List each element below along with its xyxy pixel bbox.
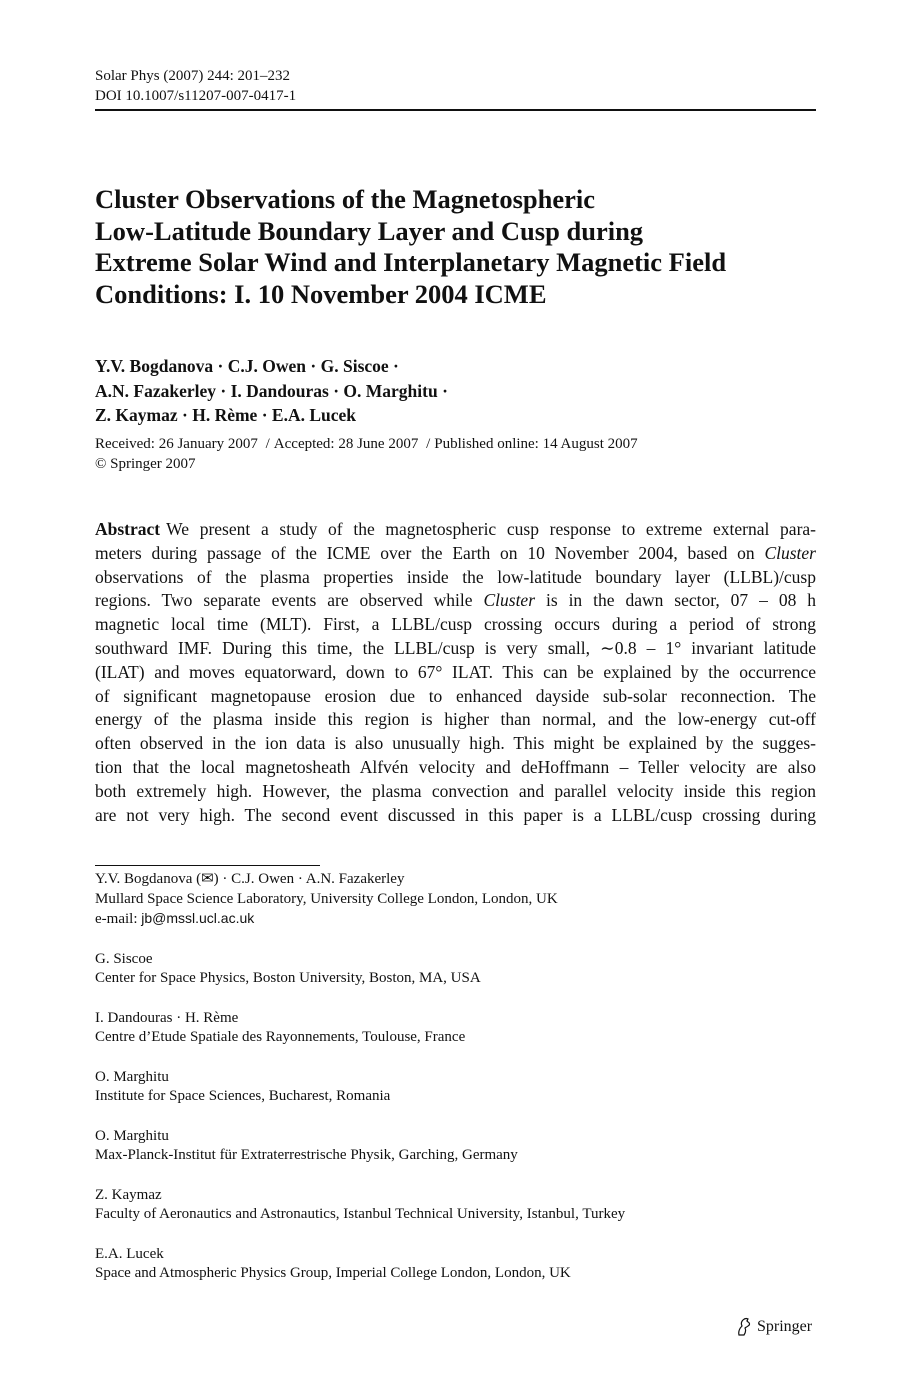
abstract-line: both extremely high. However, the plasma convection and parallel velocity inside this region bbox=[95, 780, 816, 801]
email-link[interactable]: jb@mssl.ucl.ac.uk bbox=[141, 910, 255, 926]
abstract-line: regions. Two separate events are observed while Cluster is in the dawn sector, 07 – 08 h bbox=[95, 590, 816, 611]
title-line: Extreme Solar Wind and Interplanetary Magnetic Field bbox=[95, 247, 727, 278]
affiliation-names: E.A. Lucek bbox=[95, 1245, 164, 1262]
springer-horse-icon bbox=[735, 1317, 753, 1337]
date-separator: / bbox=[265, 436, 270, 452]
abstract-line: energy of the plasma inside this region is higher than normal, and the low-energy cut-off bbox=[95, 709, 816, 730]
abstract-line: Abstract We present a study of the magnetospheric cusp response to extreme external para- bbox=[95, 519, 816, 539]
affiliation-institution: Centre d’Etude Spatiale des Rayonnements, Toulouse, France bbox=[95, 1029, 466, 1045]
affiliation-institution: Center for Space Physics, Boston University, Boston, MA, USA bbox=[95, 970, 481, 986]
publisher-name: Springer bbox=[757, 1318, 813, 1335]
abstract-line: observations of the plasma properties inside the low-latitude boundary layer (LLBL)/cusp bbox=[95, 566, 816, 587]
affiliation-names: G. Siscoe bbox=[95, 950, 153, 967]
abstract-line: meters during passage of the ICME over the Earth on 10 November 2004, based on Cluster bbox=[95, 542, 816, 563]
affiliation bbox=[95, 950, 816, 989]
abstract-line: of significant magnetopause erosion due to enhanced dayside sub-solar reconnection. The bbox=[95, 685, 816, 706]
email-label: e-mail: bbox=[95, 911, 142, 927]
paper-title bbox=[95, 184, 816, 310]
italic-cluster: Cluster bbox=[483, 590, 536, 611]
footnote-rule bbox=[95, 865, 320, 866]
affiliation bbox=[95, 1245, 816, 1284]
author-list bbox=[95, 354, 448, 428]
copyright: © Springer 2007 bbox=[95, 456, 196, 472]
publication-dates bbox=[95, 434, 638, 474]
affiliation-names: Y.V. Bogdanova (✉) · C.J. Owen · A.N. Fazakerley bbox=[95, 871, 405, 887]
affiliation-names: O. Marghitu bbox=[95, 1068, 169, 1085]
author-line: Y.V. Bogdanova · C.J. Owen · G. Siscoe · bbox=[95, 356, 399, 376]
abstract-line: magnetic local time (MLT). First, a LLBL/cusp crossing occurs during a period of strong bbox=[95, 614, 816, 635]
abstract-line: often observed in the ion data is also unusually high. This might be explained by the sugges- bbox=[95, 733, 816, 754]
italic-cluster: Cluster bbox=[764, 542, 816, 563]
journal-citation: Solar Phys (2007) 244: 201–232 bbox=[95, 68, 290, 84]
affiliation bbox=[95, 1127, 816, 1166]
title-line: Cluster Observations of the Magnetospheric bbox=[95, 184, 596, 214]
received-date: Received: 26 January 2007 bbox=[95, 436, 258, 452]
affiliation-institution: Faculty of Aeronautics and Astronautics, Istanbul Technical University, Istanbul, Turkey bbox=[95, 1206, 626, 1222]
affiliation-names: O. Marghitu bbox=[95, 1127, 169, 1144]
abstract-line: are not very high. The second event discussed in this paper is a LLBL/cusp crossing during bbox=[95, 804, 816, 825]
published-date: Published online: 14 August 2007 bbox=[434, 436, 638, 452]
publisher-logo bbox=[735, 1316, 812, 1338]
abstract-line: (ILAT) and moves equatorward, down to 67° ILAT. This can be explained by the occurrence bbox=[95, 661, 816, 682]
header-rule bbox=[95, 109, 816, 111]
affiliation bbox=[95, 1068, 816, 1107]
accepted-date: Accepted: 28 June 2007 bbox=[273, 436, 419, 452]
affiliation-names: Z. Kaymaz bbox=[95, 1186, 162, 1203]
author-line: A.N. Fazakerley · I. Dandouras · O. Marghitu · bbox=[95, 380, 448, 401]
affiliation-institution: Max-Planck-Institut für Extraterrestrische Physik, Garching, Germany bbox=[95, 1147, 518, 1163]
author-line: Z. Kaymaz · H. Rème · E.A. Lucek bbox=[95, 405, 357, 425]
affiliation-institution: Mullard Space Science Laboratory, University College London, London, UK bbox=[95, 890, 558, 907]
abstract-line: southward IMF. During this time, the LLBL/cusp is very small, ∼0.8 – 1° invariant latitude bbox=[95, 637, 816, 658]
abstract-line: tion that the local magnetosheath Alfvén velocity and deHoffmann – Teller velocity are also bbox=[95, 756, 816, 777]
journal-header bbox=[95, 66, 296, 106]
date-separator: / bbox=[426, 436, 431, 452]
affiliations bbox=[95, 870, 816, 1304]
affiliation bbox=[95, 870, 816, 930]
doi: DOI 10.1007/s11207-007-0417-1 bbox=[95, 88, 297, 104]
affiliation bbox=[95, 1009, 816, 1048]
affiliation-institution: Space and Atmospheric Physics Group, Imperial College London, London, UK bbox=[95, 1265, 571, 1281]
title-line: Conditions: I. 10 November 2004 ICME bbox=[95, 278, 547, 309]
affiliation bbox=[95, 1186, 816, 1225]
abstract bbox=[95, 518, 816, 827]
affiliation-institution: Institute for Space Sciences, Bucharest, Romania bbox=[95, 1088, 391, 1104]
title-line: Low-Latitude Boundary Layer and Cusp during bbox=[95, 215, 644, 246]
affiliation-names: I. Dandouras · H. Rème bbox=[95, 1009, 239, 1026]
abstract-label: Abstract bbox=[95, 519, 161, 539]
